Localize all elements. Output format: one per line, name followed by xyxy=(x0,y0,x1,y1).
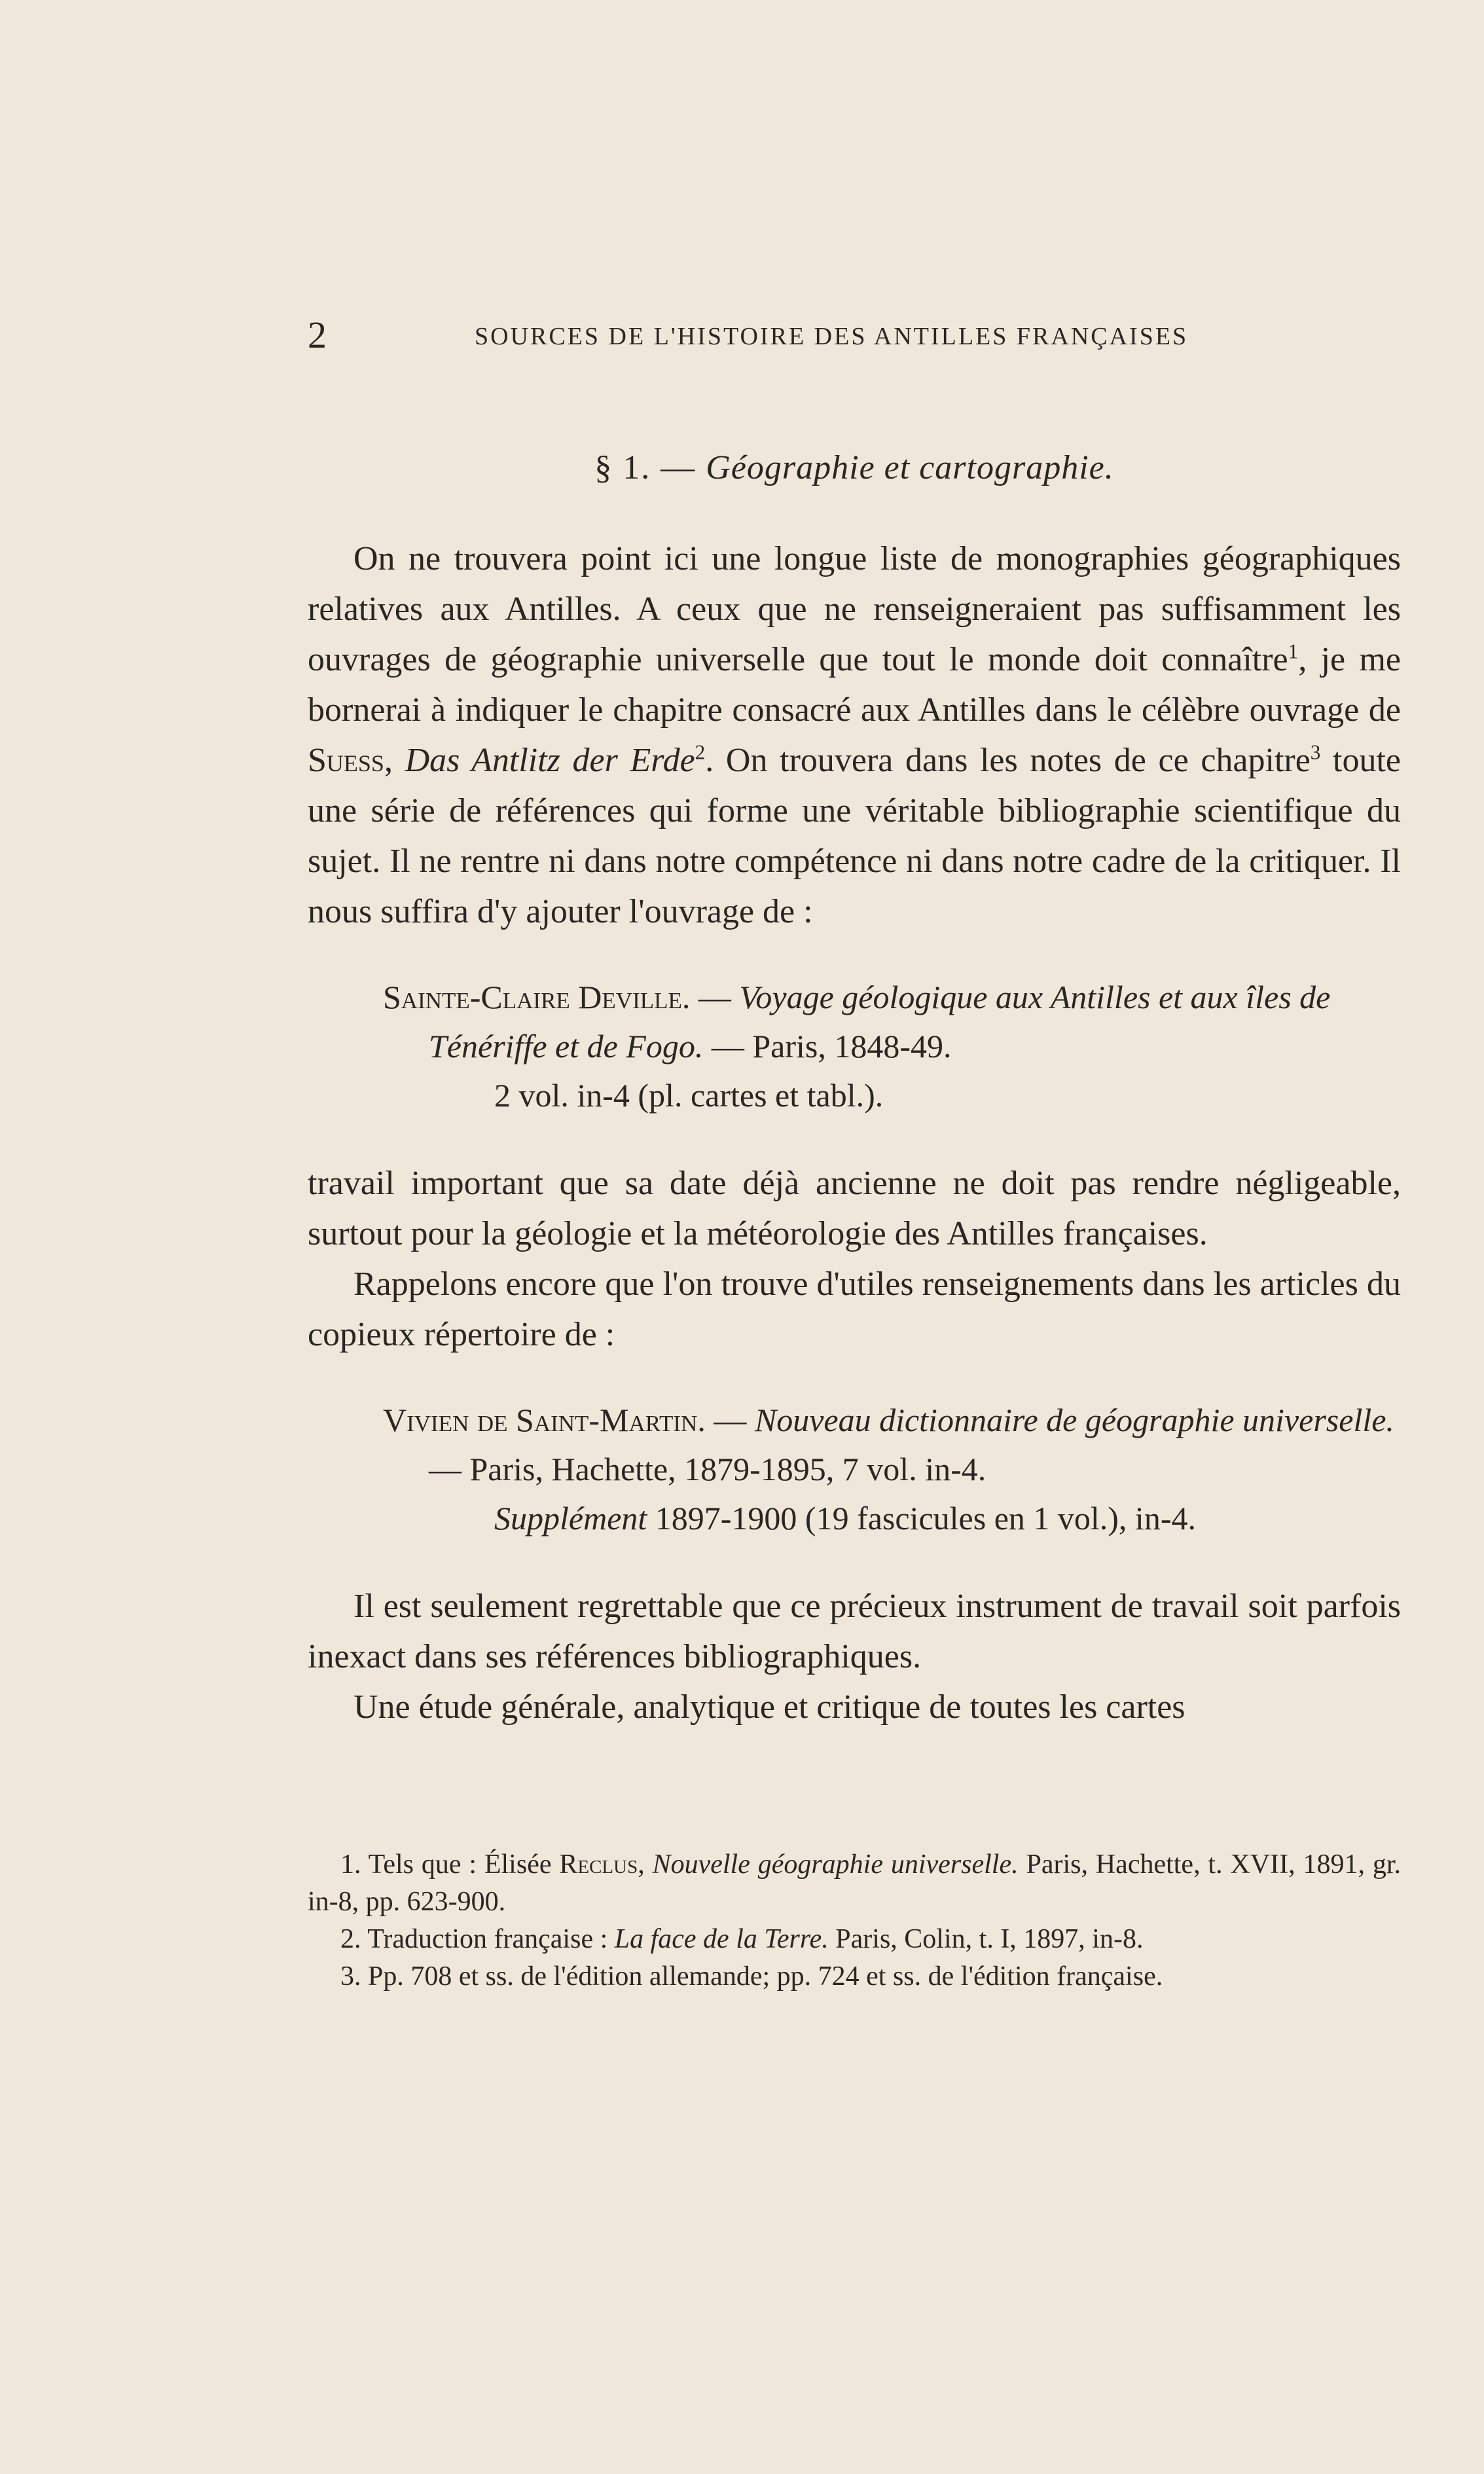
ref1-line xyxy=(308,973,1401,1071)
fn1-text-b: , xyxy=(638,1849,653,1880)
running-title: SOURCES DE L'HISTOIRE DES ANTILLES FRANÇAISES xyxy=(475,323,1189,350)
paragraph-2: travail important que sa date déjà ancienne ne doit pas rendre négligeable, surtout pour la géologie et la météorologie des Antilles françaises. xyxy=(308,1165,1401,1252)
footnotes xyxy=(308,1846,1401,1995)
section-number: § 1. — xyxy=(594,449,697,486)
work-title: Das Antlitz der Erde xyxy=(405,742,695,779)
fn2-num: 2. xyxy=(340,1924,361,1954)
ref2-sep: — xyxy=(705,1402,755,1438)
fn3-text-a: Pp. 708 et ss. de l'édition allemande; pp. 724 et ss. de l'édition française. xyxy=(361,1961,1163,1992)
ref2-supplement-line xyxy=(308,1494,1401,1543)
footnote-3 xyxy=(308,1958,1401,1995)
page-number: 2 xyxy=(308,314,327,356)
p1-text-d: . On trouvera dans les notes de ce chapitre xyxy=(705,742,1311,779)
ref2-imprint: — Paris, Hachette, 1879-1895, 7 vol. in-4. xyxy=(429,1451,986,1487)
paragraph-1 xyxy=(308,534,1401,937)
p1-text-a: On ne trouvera point ici une longue liste de monographies géographiques relatives aux Antilles. A ceux que ne renseigneraient pas suffisamment les ouvrages de géographie universelle que tout le monde doit connaître xyxy=(308,540,1401,678)
bibliography-entry-2 xyxy=(308,1396,1401,1543)
section-title: Géographie et cartographie. xyxy=(706,449,1114,486)
ref1-extent: 2 vol. in-4 (pl. cartes et tabl.). xyxy=(494,1077,884,1114)
footnote-ref-1: 1 xyxy=(1288,640,1299,663)
fn2-title: La face de la Terre. xyxy=(614,1924,829,1954)
paragraph-4: Il est seulement regrettable que ce précieux instrument de travail soit parfois inexact dans ses références bibliographiques. xyxy=(308,1588,1401,1675)
fn2-text-c: Paris, Colin, t. I, 1897, in-8. xyxy=(828,1924,1144,1954)
fn1-text-c: Paris, Hachette, t. XVII, 1891, gr. in-8, pp. 623-900. xyxy=(308,1849,1401,1917)
section-heading xyxy=(308,448,1401,487)
footnote-2 xyxy=(308,1921,1401,1958)
footnote-1 xyxy=(308,1846,1401,1921)
fn1-author: Reclus xyxy=(559,1849,638,1880)
fn1-title: Nouvelle géographie universelle. xyxy=(652,1849,1019,1880)
fn2-text-a: Traduction française : xyxy=(361,1924,615,1954)
ref1-sep: — xyxy=(690,979,740,1015)
ref2-author: Vivien de Saint-Martin. xyxy=(383,1402,706,1438)
paragraph-5: Une étude générale, analytique et critique de toutes les cartes xyxy=(353,1688,1185,1726)
fn1-num: 1. xyxy=(340,1849,361,1880)
p1-text-e: toute une série de références qui forme une véritable bibliographie scientifique du sujet. Il ne rentre ni dans notre compétence ni dans notre cadre de la critiquer. Il nous suffira d'y ajouter l'ouvrage de : xyxy=(308,742,1402,930)
ref2-supplement: Supplément xyxy=(494,1500,647,1537)
ref1-imprint: — Paris, 1848-49. xyxy=(703,1028,952,1064)
page-body xyxy=(308,534,1401,1732)
ref1-title: Voyage géologique aux Antilles et aux îles de Ténériffe et de Fogo. xyxy=(429,979,1331,1064)
ref2-title: Nouveau dictionnaire de géographie universelle. xyxy=(754,1402,1394,1438)
ref1-author: Sainte-Claire Deville. xyxy=(383,979,691,1015)
bibliography-entry-1 xyxy=(308,973,1401,1120)
footnote-ref-2: 2 xyxy=(695,740,706,764)
fn1-text-a: Tels que : Élisée xyxy=(361,1849,560,1880)
ref2-supplement-detail: 1897-1900 (19 fascicules en 1 vol.), in-4. xyxy=(647,1500,1196,1537)
page-header xyxy=(308,313,1237,359)
footnote-ref-3: 3 xyxy=(1310,740,1321,764)
p1-text-c: , xyxy=(384,742,405,779)
p1-text-b: , je me bornerai à indiquer le chapitre consacré aux Antilles dans le célèbre ouvrage de xyxy=(308,641,1401,729)
paragraph-3: Rappelons encore que l'on trouve d'utiles renseignements dans les articles du copieux répertoire de : xyxy=(308,1265,1401,1353)
ref2-line xyxy=(308,1396,1401,1494)
author-suess: Suess xyxy=(308,742,384,779)
fn3-num: 3. xyxy=(340,1961,361,1992)
